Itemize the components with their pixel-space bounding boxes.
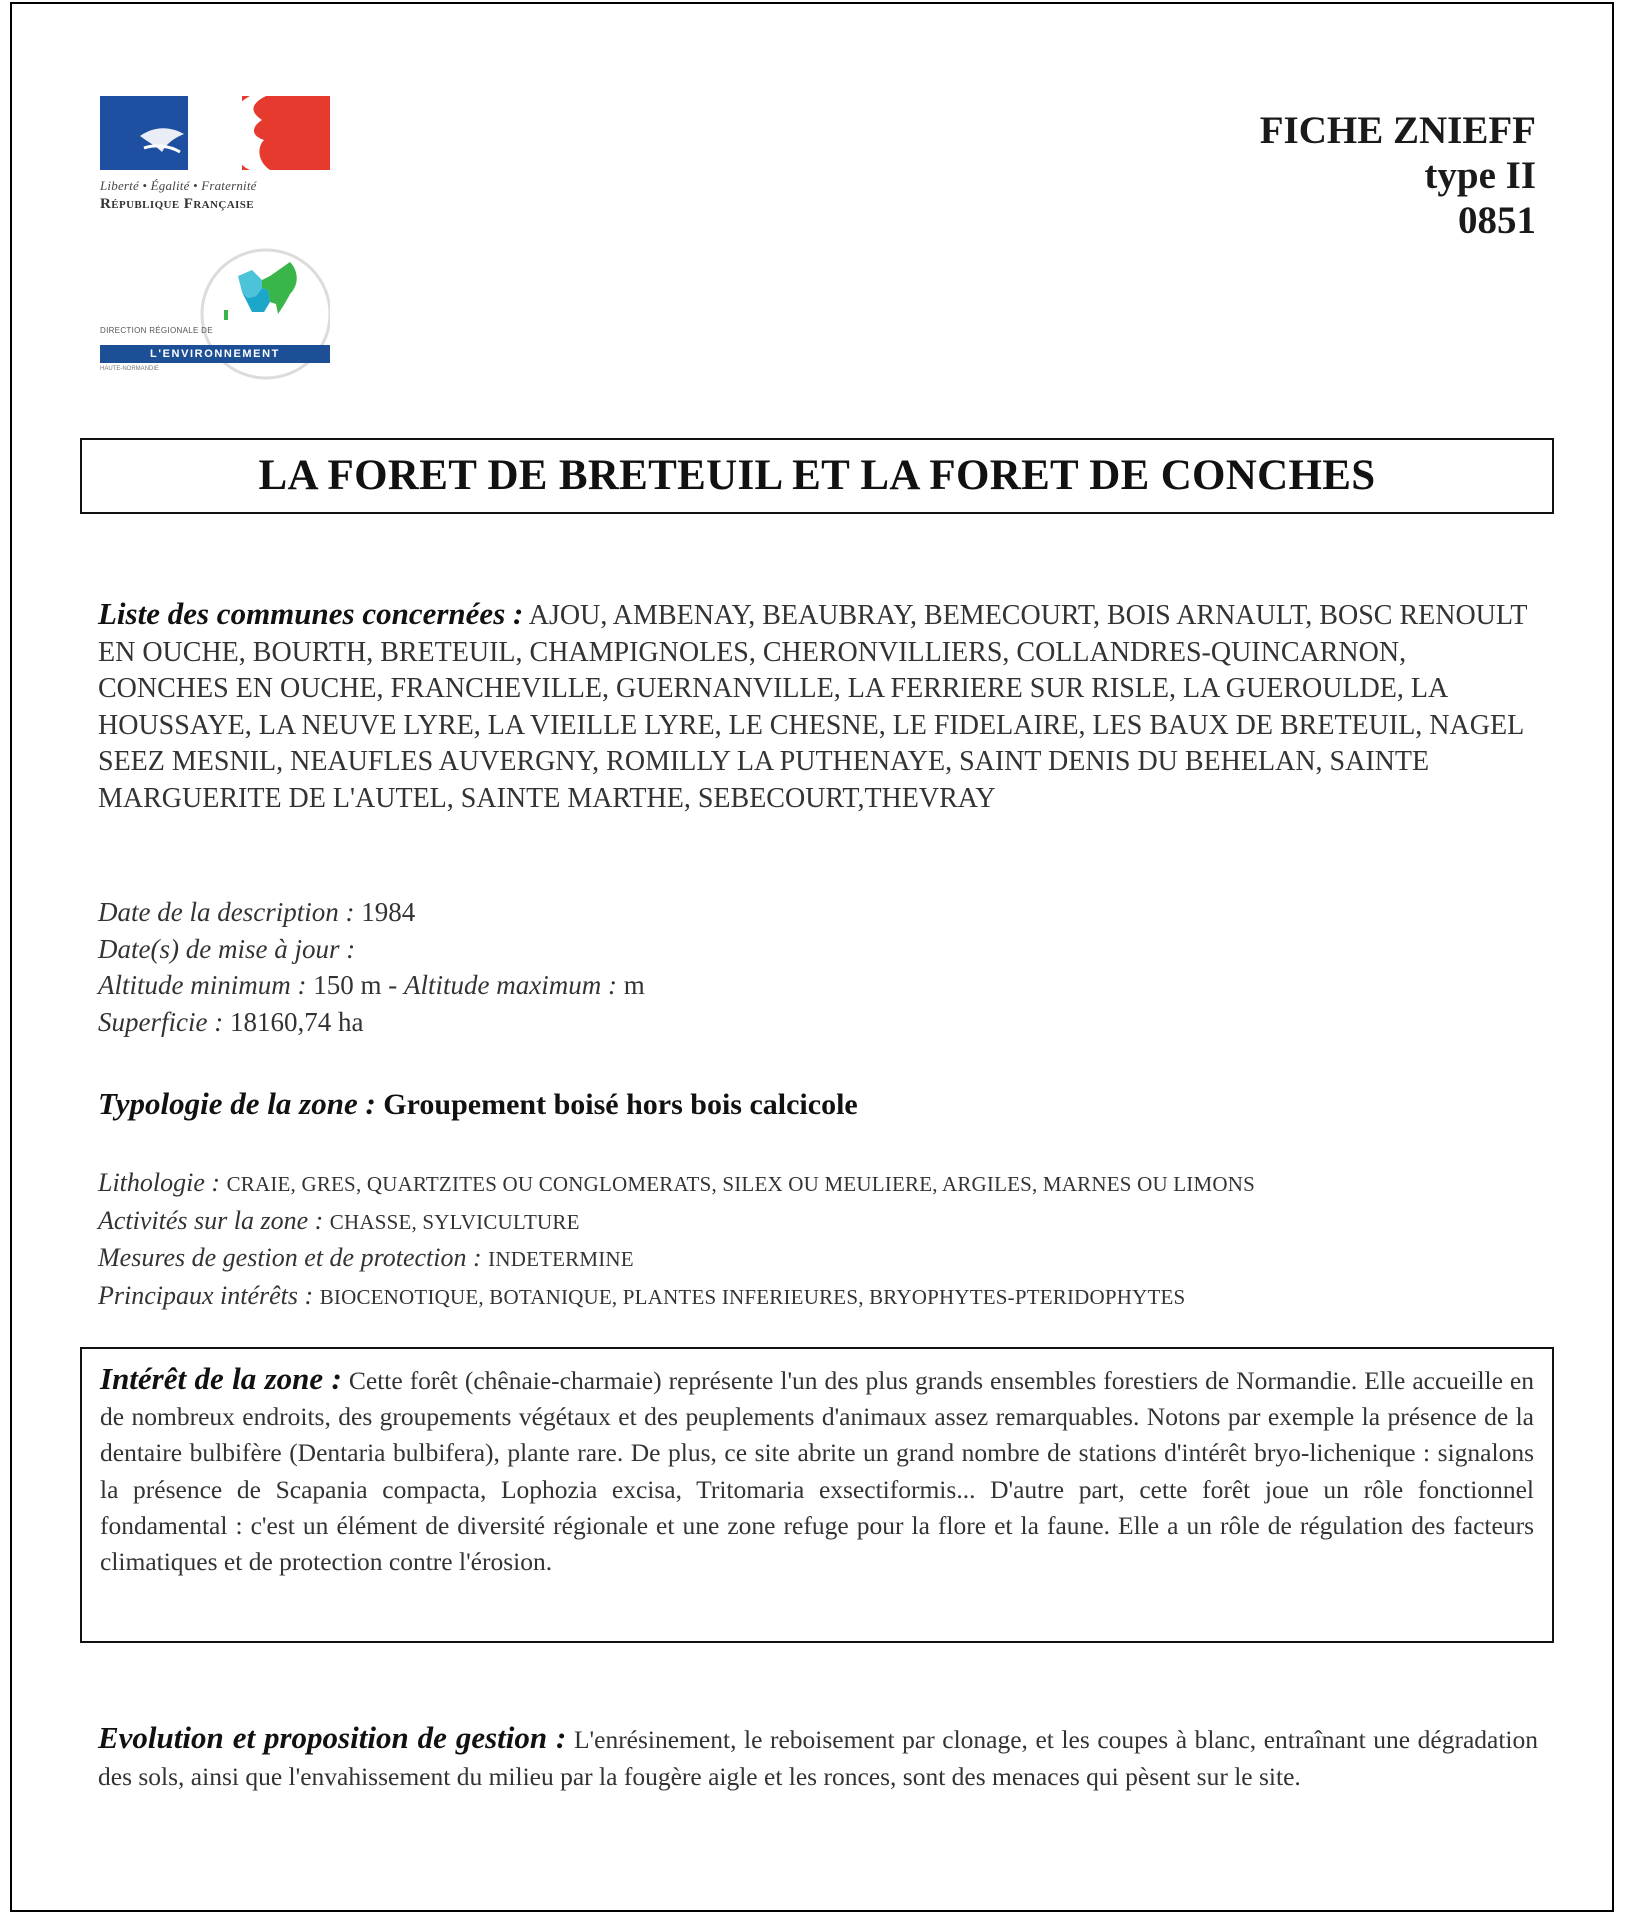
- superficie-label: Superficie :: [98, 1006, 224, 1037]
- date-description-row: [98, 894, 1538, 931]
- evolution-label: Evolution et proposition de gestion :: [98, 1720, 567, 1755]
- typologie-value: Groupement boisé hors bois calcicole: [383, 1088, 858, 1121]
- altitude-max-value: m: [623, 970, 645, 1000]
- fiche-header-line1: FICHE ZNIEFF: [1259, 109, 1536, 152]
- evolution-section: [98, 1720, 1538, 1795]
- page-title: LA FORET DE BRETEUIL ET LA FORET DE CONCHES: [80, 438, 1554, 514]
- activites-label: Activités sur la zone :: [98, 1205, 324, 1235]
- altitude-min-label: Altitude minimum :: [98, 970, 307, 1000]
- diren-band: L'ENVIRONNEMENT: [100, 345, 330, 363]
- interets-value: BIOCENOTIQUE, BOTANIQUE, PLANTES INFERIEURES, BRYOPHYTES-PTERIDOPHYTES: [319, 1284, 1186, 1309]
- interet-text: Cette forêt (chênaie-charmaie) représente l'un des plus grands ensembles forestiers de Normandie. Elle accueille en de nombreux endroits, des groupements végétaux et des peuplements d'animaux assez remarquables. Notons par exemple la présence de la dentaire bulbifère (Dentaria bulbifera), plante rare. De plus, ce site abrite un grand nombre de stations d'intérêt bryo-lichenique : signalons la présence de Scapania compacta, Lophozia excisa, Tritomaria exsectiformis... D'autre part, cette forêt joue un rôle fonctionnel fondamental : c'est un élément de diversité régionale et une zone refuge pour la flore et la faune. Elle a un rôle de régulation des facteurs climatiques et de protection contre l'érosion.: [100, 1366, 1534, 1577]
- mesures-value: INDETERMINE: [488, 1247, 634, 1271]
- superficie-row: [98, 1004, 1538, 1041]
- communes-label: Liste des communes concernées :: [98, 596, 524, 631]
- date-mise-a-jour-row: [98, 931, 1538, 968]
- altitude-row: [98, 967, 1538, 1004]
- lithologie-label: Lithologie :: [98, 1168, 221, 1197]
- interets-row: [98, 1278, 1558, 1316]
- diren-sub-text: HAUTE-NORMANDIE: [100, 366, 160, 372]
- diren-logo: [100, 240, 340, 400]
- details-section: [98, 1165, 1558, 1315]
- interets-label: Principaux intérêts :: [98, 1280, 314, 1310]
- activites-value: CHASSE, SYLVICULTURE: [329, 1209, 580, 1234]
- altitude-separator: -: [388, 970, 398, 1000]
- meta-section: [98, 894, 1538, 1040]
- mesures-label: Mesures de gestion et de protection :: [98, 1243, 482, 1272]
- fiche-header-line3: 0851: [1458, 199, 1536, 242]
- date-description-value: 1984: [361, 897, 416, 927]
- interet-box: [80, 1347, 1554, 1643]
- lithologie-value: CRAIE, GRES, QUARTZITES OU CONGLOMERATS, SILEX OU MEULIERE, ARGILES, MARNES OU LIMONS: [226, 1172, 1255, 1196]
- rf-motto: Liberté • Égalité • Fraternité: [100, 178, 257, 193]
- diren-small-text: DIRECTION RÉGIONALE DE: [100, 326, 213, 335]
- communes-value: AJOU, AMBENAY, BEAUBRAY, BEMECOURT, BOIS ARNAULT, BOSC RENOULT EN OUCHE, BOURTH, BRETEUIL, CHAMPIGNOLES, CHERONVILLIERS, COLLANDRES-QUINCARNON, CONCHES EN OUCHE, FRANCHEVILLE, GUERNANVILLE, LA FERRIERE SUR RISLE, LA GUEROULDE, LA HOUSSAYE, LA NEUVE LYRE, LA VIEILLE LYRE, LE CHESNE, LE FIDELAIRE, LES BAUX DE BRETEUIL, NAGEL SEEZ MESNIL, NEAUFLES AUVERGNY, ROMILLY LA PUTHENAYE, SAINT DENIS DU BEHELAN, SAINTE MARGUERITE DE L'AUTEL, SAINTE MARTHE, SEBECOURT,THEVRAY: [98, 600, 1528, 814]
- mesures-row: [98, 1240, 1558, 1278]
- diren-map-icon: [190, 240, 330, 390]
- activites-row: [98, 1203, 1558, 1241]
- fiche-header-line2: type II: [1424, 154, 1536, 197]
- lithologie-row: [98, 1165, 1558, 1203]
- marianne-flag-icon: [100, 96, 330, 170]
- date-mise-a-jour-label: Date(s) de mise à jour :: [98, 933, 356, 964]
- evolution-text: L'enrésinement, le reboisement par clonage, et les coupes à blanc, entraînant une dégradation des sols, ainsi que l'envahissement du milieu par la fougère aigle et les ronces, sont des menaces qui pèsent sur le site.: [98, 1725, 1538, 1791]
- interet-label: Intérêt de la zone :: [100, 1361, 342, 1396]
- rf-name: République Française: [100, 196, 254, 212]
- altitude-max-label: Altitude maximum :: [404, 970, 617, 1000]
- fiche-header: [1260, 108, 1536, 243]
- date-description-label: Date de la description :: [98, 897, 355, 927]
- republique-francaise-logo: [100, 96, 332, 213]
- typologie-row: [98, 1084, 1538, 1125]
- typologie-label: Typologie de la zone :: [98, 1086, 376, 1121]
- superficie-value: 18160,74 ha: [229, 1006, 364, 1037]
- communes-section: [98, 596, 1538, 817]
- altitude-min-value: 150 m: [313, 970, 382, 1000]
